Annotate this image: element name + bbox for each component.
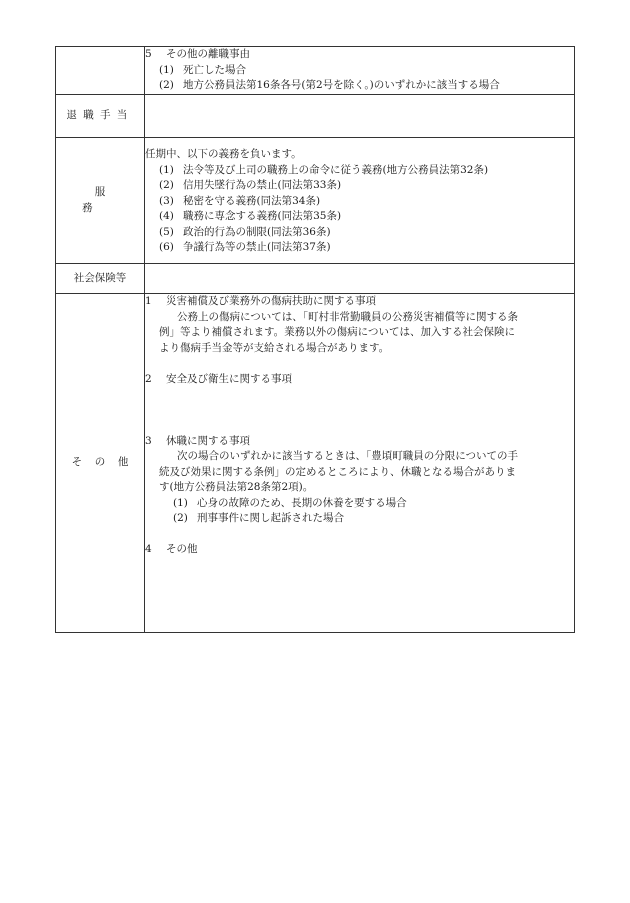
paragraph-line: す(地方公務員法第28条第2項)。 xyxy=(159,481,314,493)
row-label-retirement-allowance: 退職手当 xyxy=(56,95,145,138)
section-heading: 1 災害補償及び業務外の傷病扶助に関する事項 xyxy=(145,295,376,307)
row-label-duties: 服務 xyxy=(56,138,145,264)
paragraph-line: 公務上の傷病については、「町村非常勤職員の公務災害補償等に関する条 xyxy=(177,310,519,323)
list-item: (1) 死亡した場合 xyxy=(159,63,246,76)
spacer xyxy=(145,403,574,419)
list-item: (2) 信用失墜行為の禁止(同法第33条) xyxy=(159,179,342,191)
duties-cell xyxy=(145,138,575,264)
paragraph-line: より傷病手当金等が支給される場合があります。 xyxy=(159,341,390,354)
list-item: (1) 法令等及び上司の職務上の命令に従う義務(地方公務員法第32条) xyxy=(159,163,489,176)
list-item: (5) 政治的行為の制限(同法第36条) xyxy=(159,225,331,238)
spacer xyxy=(145,527,574,543)
list-item: (3) 秘密を守る義務(同法第34条) xyxy=(159,194,321,207)
duties-intro: 任期中、以下の義務を負います。 xyxy=(145,148,302,160)
list-item: (6) 争議行為等の禁止(同法第37条) xyxy=(159,241,331,253)
list-item: (2) 刑事事件に関し起訴された場合 xyxy=(173,512,344,524)
row-label-empty xyxy=(56,47,145,95)
spacer xyxy=(145,387,574,403)
retirement-allowance-cell xyxy=(145,95,575,138)
working-conditions-table xyxy=(55,46,575,633)
section-heading: 4 その他 xyxy=(145,543,198,555)
other-cell xyxy=(145,294,575,633)
list-item: (1) 心身の故障のため、長期の休養を要する場合 xyxy=(173,496,407,509)
table-row xyxy=(56,264,575,294)
table-row xyxy=(56,47,575,95)
section-heading: 5 その他の離職事由 xyxy=(145,48,250,60)
social-insurance-cell xyxy=(145,264,575,294)
table-row xyxy=(56,138,575,264)
paragraph-line: 例」等より補償されます。業務以外の傷病については、加入する社会保険に xyxy=(159,326,515,338)
row-label-other: その他 xyxy=(56,294,145,633)
spacer xyxy=(145,356,574,372)
list-item: (4) 職務に専念する義務(同法第35条) xyxy=(159,210,342,222)
table-row xyxy=(56,95,575,138)
list-item: (2) 地方公務員法第16条各号(第2号を除く。)のいずれかに該当する場合 xyxy=(159,79,500,91)
spacer xyxy=(145,418,574,434)
table-row xyxy=(56,294,575,633)
paragraph-line: 続及び効果に関する条例」の定めるところにより、休職となる場合がありま xyxy=(159,465,516,478)
section-heading: 3 休職に関する事項 xyxy=(145,434,250,447)
section-heading: 2 安全及び衛生に関する事項 xyxy=(145,372,292,385)
separation-reasons-cell xyxy=(145,47,575,95)
paragraph-line: 次の場合のいずれかに該当するときは、「豊頃町職員の分限についての手 xyxy=(177,450,519,462)
row-label-social-insurance: 社会保険等 xyxy=(56,264,145,294)
